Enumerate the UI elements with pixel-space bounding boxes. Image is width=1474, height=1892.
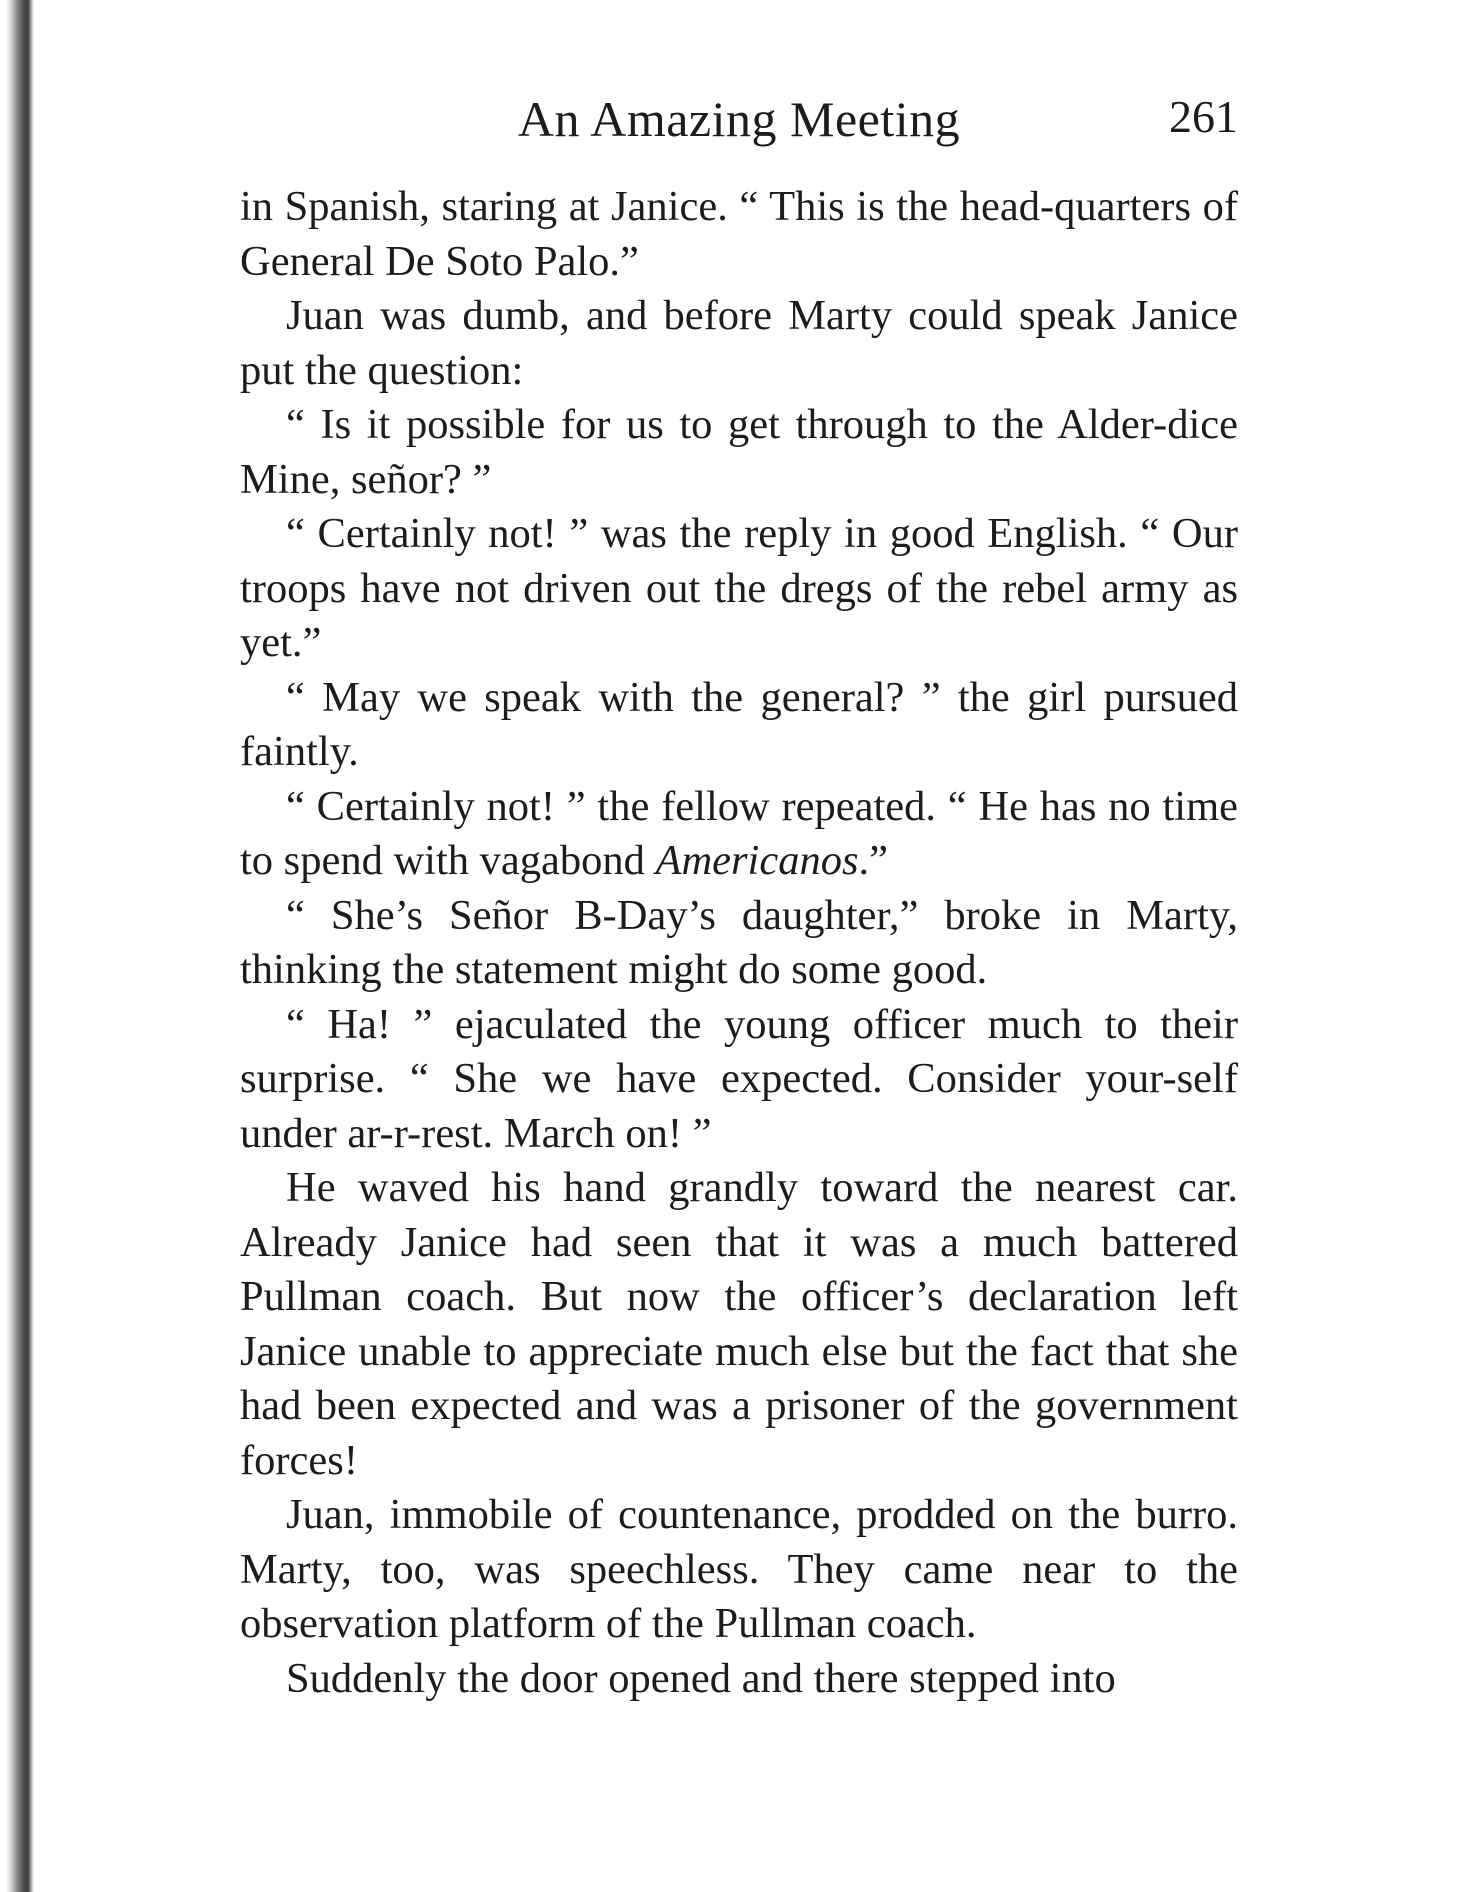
book-page: [240, 80, 1238, 1706]
paragraph: “ May we speak with the general? ” the girl pursued faintly.: [240, 673, 1238, 775]
italic-word: Americanos: [655, 837, 859, 884]
paragraph-with-italic: “ Certainly not! ” the fellow repeated. “ He has no time to spend with vagabond Americanos.”: [240, 782, 1238, 884]
paragraph: in Spanish, staring at Janice. “ This is the head-quarters of General De Soto Palo.”: [240, 183, 1238, 285]
running-title: An Amazing Meeting: [517, 91, 961, 147]
paragraph: “ Certainly not! ” was the reply in good English. “ Our troops have not driven out the dregs of the rebel army as yet.”: [240, 510, 1238, 666]
paragraph: Juan was dumb, and before Marty could speak Janice put the question:: [240, 292, 1238, 394]
book-binding-edge: [0, 0, 34, 1892]
paragraph: “ Is it possible for us to get through to the Alder-dice Mine, señor? ”: [240, 401, 1238, 503]
page-header: [240, 80, 1238, 180]
paragraph: Juan, immobile of countenance, prodded on the burro. Marty, too, was speechless. They came near to the observation platform of the Pullman coach.: [240, 1491, 1238, 1647]
paragraph: “ She’s Señor B-Day’s daughter,” broke in Marty, thinking the statement might do some good.: [240, 891, 1238, 993]
page-number: 261: [1169, 91, 1238, 142]
body-text: [240, 180, 1238, 1706]
paragraph: Suddenly the door opened and there stepped into: [286, 1654, 1116, 1702]
paragraph: “ Ha! ” ejaculated the young officer much to their surprise. “ She we have expected. Consider your-self under ar-r-rest. March on! ”: [240, 1000, 1238, 1157]
paragraph: He waved his hand grandly toward the nearest car. Already Janice had seen that it was a much battered Pullman coach. But now the officer’s declaration left Janice unable to appreciate much else but the fact that she had been expected and was a prisoner of the government forces!: [240, 1164, 1238, 1484]
